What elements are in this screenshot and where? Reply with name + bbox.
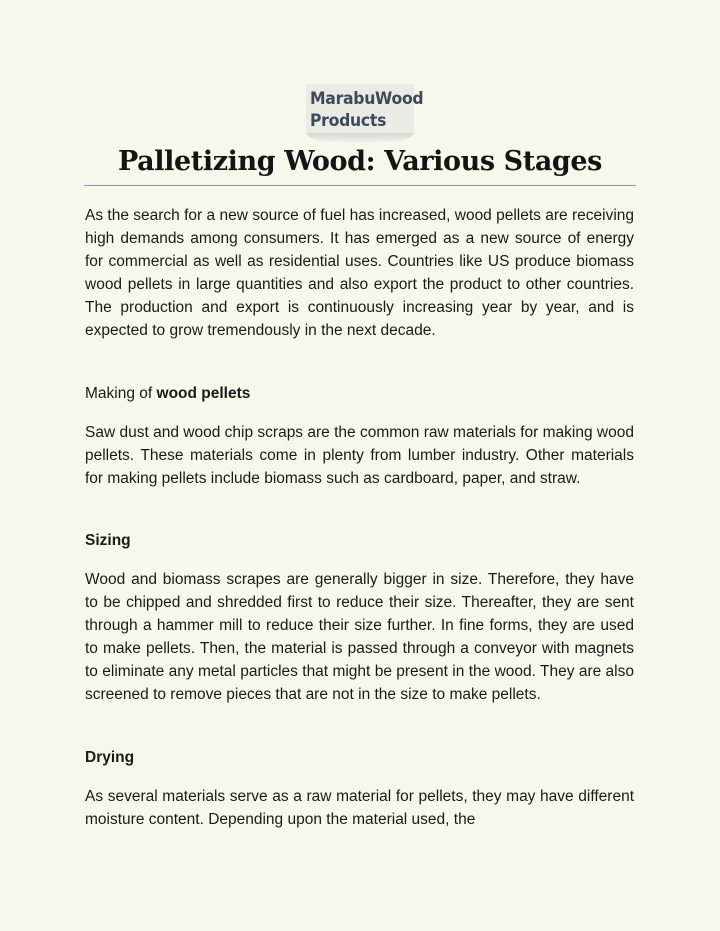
making-heading-bold: wood pellets [156,385,251,402]
logo-text [310,88,423,132]
logo-line-2: Products [310,111,387,131]
making-heading-prefix: Making of [85,385,157,402]
logo-line-1: MarabuWood [310,89,424,109]
drying-paragraph: As several materials serve as a raw material for pellets, they may have different moisture content. Depending upon the material used, the [85,788,634,828]
title-divider [84,185,636,186]
company-logo [306,84,424,148]
page-title: Palletizing Wood: Various Stages [118,146,602,177]
sizing-paragraph: Wood and biomass scrapes are generally bigger in size. Therefore, they have to be chipped and shredded first to reduce their size. Thereafter, they are sent through a hammer mill to reduce their size further. In fine forms, they are used to make pellets. Then, the material is passed through a conveyor with magnets to eliminate any metal particles that might be present in the wood. They are also screened to remove pieces that are not in the size to make pellets. [85,571,634,703]
drying-heading: Drying [85,749,135,766]
making-paragraph: Saw dust and wood chip scraps are the common raw materials for making wood pellets. These materials come in plenty from lumber industry. Other materials for making pellets include biomass such as cardboard, paper, and straw. [85,424,634,487]
sizing-heading: Sizing [85,532,131,549]
intro-paragraph: As the search for a new source of fuel has increased, wood pellets are receiving high demands among consumers. It has emerged as a new source of energy for commercial as well as residential uses. Countries like US produce biomass wood pellets in large quantities and also export the product to other countries. The production and export is continuously increasing year by year, and is expected to grow tremendously in the next decade. [85,207,634,339]
making-heading [85,382,634,405]
